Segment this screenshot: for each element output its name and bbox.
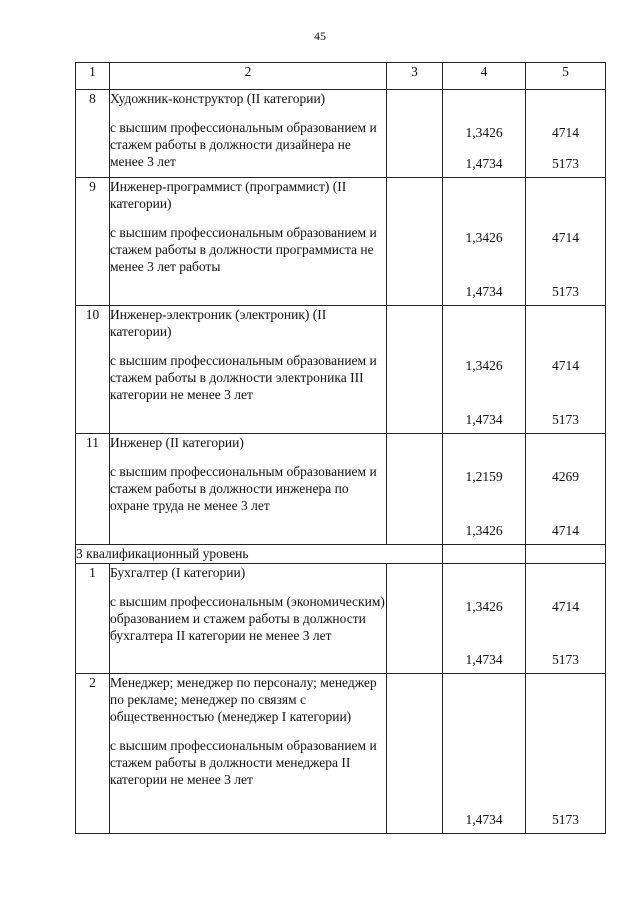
position-requirements: с высшим профессиональным образованием и стажем работы в должности инженера по охране труда не менее 3 лет [110,464,377,513]
header-cell: 5 [526,63,606,90]
coefficient-cell [443,178,526,306]
position-cell [110,434,387,545]
salary-value: 5173 [552,412,579,427]
salary-value: 4714 [552,125,579,140]
empty-cell [443,545,526,564]
coefficient-cell [443,674,526,834]
coefficient-value: 1,2159 [465,469,503,484]
table-row [76,90,606,178]
salary-cell [526,90,606,178]
row-number: 2 [76,674,110,834]
position-title: Бухгалтер (I категории) [110,565,246,580]
coefficient-value: 1,4734 [465,284,503,299]
row-number: 1 [76,564,110,674]
empty-cell [387,434,443,545]
coefficient-value: 1,3426 [465,358,503,373]
position-cell [110,90,387,178]
salary-value: 5173 [552,156,579,171]
coefficient-cell [443,306,526,434]
salary-value: 5173 [552,652,579,667]
empty-cell [526,545,606,564]
row-number: 10 [76,306,110,434]
coefficient-value: 1,4734 [465,412,503,427]
coefficient-value: 1,4734 [465,156,503,171]
empty-cell [387,564,443,674]
position-cell [110,564,387,674]
salary-table [75,62,606,834]
table-row [76,674,606,834]
salary-value: 4714 [552,230,579,245]
row-number: 9 [76,178,110,306]
position-requirements: с высшим профессиональным образованием и стажем работы в должности электроника III категории не менее 3 лет [110,353,377,402]
coefficient-cell [443,90,526,178]
position-cell [110,306,387,434]
coefficient-value: 1,4734 [465,812,503,827]
salary-value: 5173 [552,284,579,299]
position-cell [110,674,387,834]
table-row [76,564,606,674]
coefficient-value: 1,3426 [465,125,503,140]
table-row [76,434,606,545]
salary-value: 4714 [552,358,579,373]
position-title: Инженер-программист (программист) (II категории) [110,179,347,211]
header-cell: 2 [110,63,387,90]
salary-value: 5173 [552,812,579,827]
header-cell: 1 [76,63,110,90]
position-requirements: с высшим профессиональным (экономическим) образованием и стажем работы в должности бухгалтера II категории не менее 3 лет [110,594,385,643]
page-number: 45 [314,29,326,43]
empty-cell [387,674,443,834]
empty-cell [387,178,443,306]
table-header-row [76,63,606,90]
coefficient-value: 1,3426 [465,230,503,245]
row-number: 8 [76,90,110,178]
salary-cell [526,434,606,545]
position-title: Художник-конструктор (II категории) [110,91,326,106]
salary-cell [526,306,606,434]
coefficient-cell [443,564,526,674]
coefficient-value: 1,3426 [465,599,503,614]
position-title: Инженер (II категории) [110,435,244,450]
section-title: 3 квалификационный уровень [76,545,443,564]
section-row [76,545,606,564]
salary-cell [526,674,606,834]
header-cell: 3 [387,63,443,90]
salary-cell [526,178,606,306]
position-cell [110,178,387,306]
salary-cell [526,564,606,674]
coefficient-cell [443,434,526,545]
table-row [76,178,606,306]
position-requirements: с высшим профессиональным образованием и стажем работы в должности программиста не менее 3 лет работы [110,225,377,274]
position-requirements: с высшим профессиональным образованием и стажем работы в должности дизайнера не менее 3 лет [110,120,377,169]
position-title: Инженер-электроник (электроник) (II категории) [110,307,327,339]
salary-value: 4714 [552,599,579,614]
coefficient-value: 1,3426 [465,523,503,538]
row-number: 11 [76,434,110,545]
position-requirements: с высшим профессиональным образованием и стажем работы в должности менеджера II категории не менее 3 лет [110,738,377,787]
coefficient-value: 1,4734 [465,652,503,667]
position-title: Менеджер; менеджер по персоналу; менеджер по рекламе; менеджер по связям с общественностью (менеджер I категории) [110,675,377,724]
empty-cell [387,306,443,434]
salary-value: 4269 [552,469,579,484]
empty-cell [387,90,443,178]
salary-value: 4714 [552,523,579,538]
header-cell: 4 [443,63,526,90]
table-row [76,306,606,434]
